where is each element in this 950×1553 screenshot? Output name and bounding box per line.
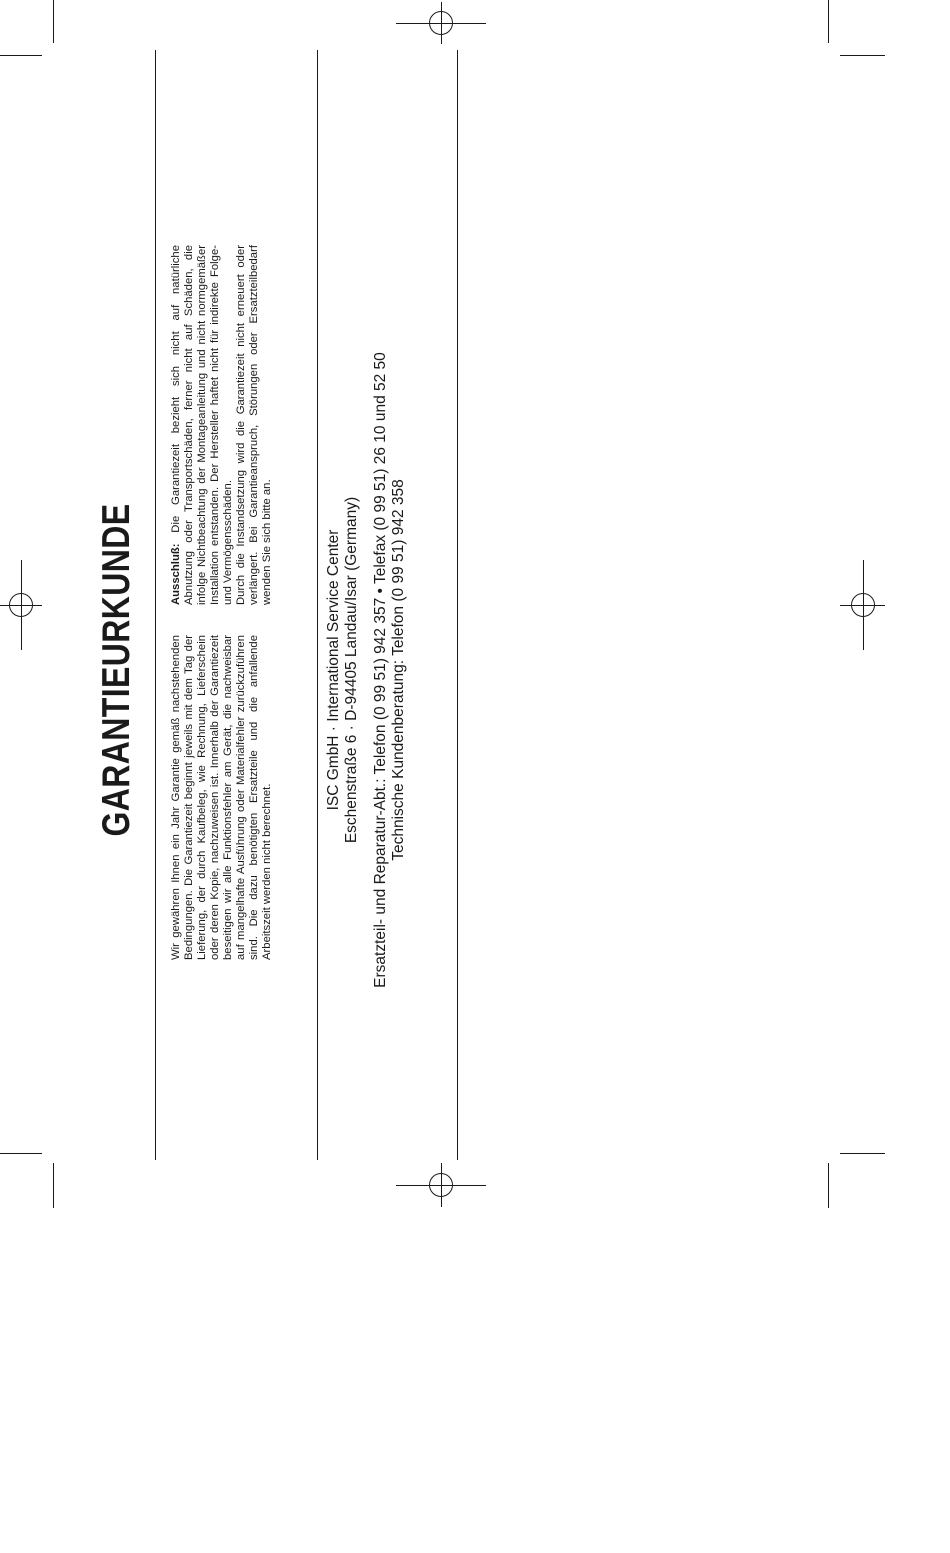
exclusion-text: Die Garantiezeit bezieht sich nicht auf natürliche Abnutzung oder Transportschäden, ferner nicht auf Schäden, die infolge Nichtbeachtung der Montageanleitung und nicht normgemäßer Installation entstanden. Der Hersteller haftet nicht für indirekte Folge- und Vermögensschäden. (170, 245, 234, 605)
company-line: ISC GmbH · International Service Center (325, 529, 342, 811)
address-line: Eschenstraße 6 · D-94405 Landau/Isar (Germany) (342, 496, 360, 844)
guarantee-paragraph (170, 635, 300, 960)
crop-mark (0, 1153, 42, 1154)
crop-mark (0, 55, 42, 56)
crop-mark (53, 0, 54, 43)
guarantee-text: Wir gewähren Ihnen ein Jahr Garantie gemäß nachstehenden Bedingungen. Die Garantiezeit beginnt jeweils mit dem Tag der Lieferung, der durch Kaufbeleg, wie Rechnung, Lieferschein oder deren Kopie, nachzuweisen ist. Innerhalb der Garantiezeit beseitigen wir alle Funktionsfehler am Gerät, die nachweisbar auf mangelhafte Ausführung oder Materialfehler zurückzuführen sind. Die dazu benötigten Ersatzteile und die anfallende Arbeitszeit werden nicht berechnet. (170, 635, 273, 960)
crop-mark (828, 0, 829, 43)
crop-mark (840, 1153, 885, 1154)
exclusion-paragraph (170, 245, 300, 605)
repair-text: Durch die Instandsetzung wird die Garantiezeit nicht erneuert oder verlängert. Bei Garantieanspruch, Störungen oder Ersatzteilbedarf wenden Sie sich bitte an. (235, 245, 273, 605)
registration-mark-icon (396, 1163, 486, 1207)
spare-parts-line: Ersatzteil- und Reparatur-Abt.: Telefon (0 99 51) 942 357 • Telefax (0 99 51) 26 10 und 52 50 (372, 352, 389, 988)
registration-mark-icon (840, 560, 885, 650)
warranty-certificate (95, 230, 425, 1110)
registration-mark-icon (0, 560, 42, 650)
exclusion-block (170, 245, 235, 605)
crop-mark (53, 1163, 54, 1208)
document-title: GARANTIEURKUNDE (95, 503, 138, 837)
fold-line-right (457, 50, 458, 1160)
service-address (325, 230, 407, 1110)
crop-mark (840, 55, 885, 56)
hotline-line: Technische Kundenberatung: Telefon (0 99 51) 942 358 (389, 479, 407, 861)
crop-mark (828, 1163, 829, 1208)
registration-mark-icon (396, 2, 486, 44)
exclusion-label: Ausschluß: (170, 543, 182, 605)
